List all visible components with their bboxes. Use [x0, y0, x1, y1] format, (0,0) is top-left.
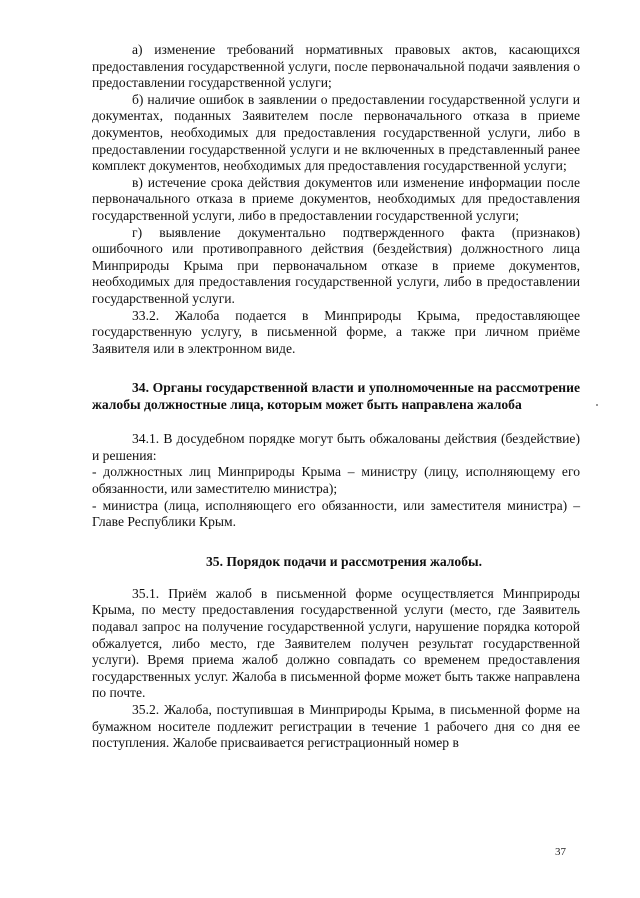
paragraph-34-list-1: - должностных лиц Минприроды Крыма – министру (лицу, исполняющему его обязанности, или заместителю министра); — [92, 464, 580, 497]
paragraph-34-list-2: - министра (лица, исполняющего его обязанности, или заместителя министра) – Главе Республики Крым. — [92, 497, 580, 530]
paragraph-a: а) изменение требований нормативных правовых актов, касающихся предоставления государственной услуги, после первоначальной подачи заявления о предоставлении государственной услуги; — [92, 42, 580, 91]
paragraph-b: б) наличие ошибок в заявлении о предоставлении государственной услуги и документах, поданных Заявителем после первоначального отказа в приеме документов, необходимых для предоставления государственной услуги, либо в предоставлении государственной услуги и не включенных в представленный ранее комплект документов, необходимых для предоставления государственной услуги; — [92, 91, 580, 174]
scan-speck — [596, 404, 598, 406]
paragraph-33-2: 33.2. Жалоба подается в Минприроды Крыма, предоставляющее государственную услугу, в письменной форме, а также при личном приёме Заявителя или в электронном виде. — [92, 307, 580, 356]
section-heading-34: 34. Органы государственной власти и уполномоченные на рассмотрение жалобы должностные лица, которым может быть направлена жалоба — [92, 380, 580, 413]
paragraph-v: в) истечение срока действия документов или изменение информации после первоначального отказа в приеме документов, необходимых для предоставления государственной услуги, либо в предоставлении государственной услуги; — [92, 174, 580, 223]
paragraph-34-1: 34.1. В досудебном порядке могут быть обжалованы действия (бездействие) и решения: — [92, 431, 580, 463]
paragraph-35-1: 35.1. Приём жалоб в письменной форме осуществляется Минприроды Крыма, по месту предоставления государственной услуги (место, где Заявитель подавал запрос на получение государственной услуги, нарушение порядка которой обжалуется, либо место, где Заявителем получен результат государственной услуги). Время приема жалоб должно совпадать со временем предоставления государственных услуг. Жалоба в письменной форме может быть также направлена по почте. — [92, 585, 580, 701]
paragraph-g: г) выявление документально подтвержденного факта (признаков) ошибочного или противоправного действия (бездействия) должностного лица Минприроды Крыма при первоначальном отказе в приеме документов, необходимых для предоставления государственной услуги, либо в предоставлении государственной услуги. — [92, 224, 580, 306]
document-page — [92, 42, 580, 752]
paragraph-35-2: 35.2. Жалоба, поступившая в Минприроды Крыма, в письменной форме на бумажном носителе подлежит регистрации в течение 1 рабочего дня со дня ее поступления. Жалобе присваивается регистрационный номер в — [92, 702, 580, 751]
page-number: 37 — [555, 846, 566, 858]
section-heading-35: 35. Порядок подачи и рассмотрения жалобы. — [205, 553, 483, 569]
